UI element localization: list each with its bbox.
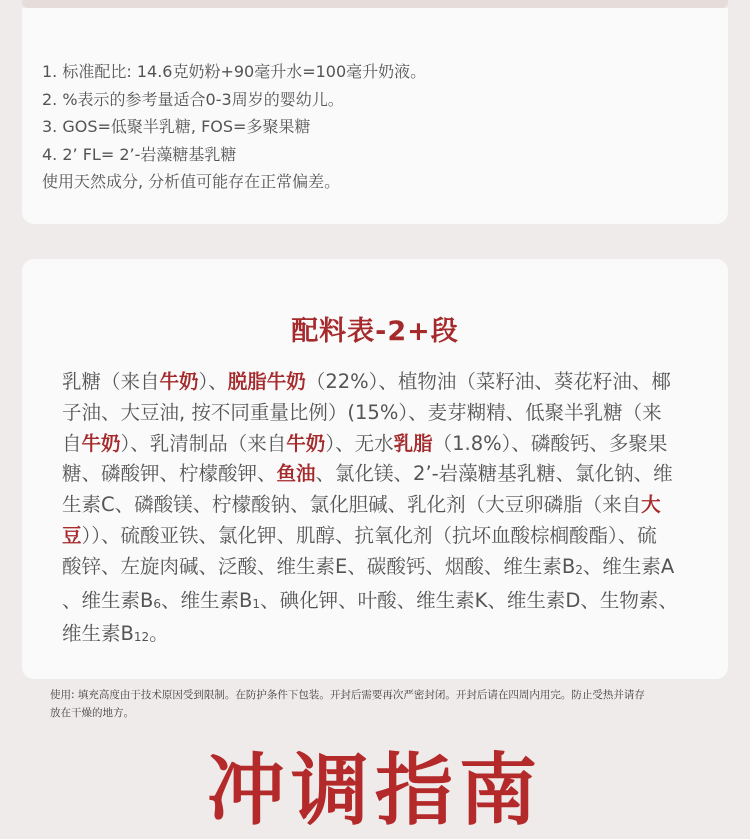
ingredients-line [62,619,712,653]
allergen-highlight: 牛奶 [159,370,199,393]
ingredient-text: ）、 [198,370,228,393]
ingredients-line [62,586,712,620]
allergen-highlight: 鱼油 [276,462,316,486]
ingredients-line [62,459,712,490]
ingredients-list [62,367,712,653]
vitamin-subscript: 12 [133,630,150,645]
previous-card-edge [22,0,728,8]
vitamin-subscript: 6 [153,596,162,611]
ingredient-text: 、碘化钾、叶酸、维生素K、维生素D、生物素、 [260,588,678,612]
ingredients-line [62,521,712,552]
allergen-highlight: 脱脂牛奶 [227,370,306,393]
ingredient-text: 、维生素B [161,588,253,612]
usage-note [50,686,710,722]
ingredient-text: 、维生素B [62,588,154,612]
usage-note-line: 放在干燥的地方。 [50,707,134,719]
ingredient-text: ）、无水 [325,431,394,455]
ingredient-text: 糖、磷酸钾、柠檬酸钾、 [62,462,277,486]
ingredient-text: 乳糖（来自 [62,370,160,393]
ingredient-text: ））、硫酸亚铁、氯化钾、肌醇、抗氧化剂（抗坏血酸棕榈酸酯）、硫 [81,523,657,547]
ingredients-title: 配料表-2+段 [291,316,459,347]
allergen-highlight: 牛奶 [81,431,121,455]
ingredient-text: 自 [62,431,82,455]
ingredient-text: ）、乳清制品（来自 [120,431,287,455]
ingredient-text: 子油、大豆油, 按不同重量比例）(15%）、麦芽糊精、低聚半乳糖（来 [62,400,662,424]
nutrition-notes-card [22,8,728,224]
ingredient-text: 生素C、磷酸镁、柠檬酸钠、氯化胆碱、乳化剂（大豆卵磷脂（来自 [62,493,642,517]
usage-note-line: 使用: 填充高度由于技术原因受到限制。在防护条件下包装。开封后需要再次严密封闭。开封后请在四周内用完。防止受热并请存 [50,689,645,701]
allergen-highlight: 大 [641,493,661,517]
ingredient-text: （1.8%）、磷酸钙、多聚果 [432,431,668,455]
allergen-highlight: 乳脂 [393,431,433,455]
preparation-guide-title: 冲调指南 [206,746,543,836]
ingredient-text: （22%）、植物油（菜籽油、葵花籽油、椰 [305,370,671,393]
vitamin-subscript: 1 [252,596,261,611]
ingredients-line [62,490,712,521]
note-line: 4. 2’ FL= 2’-岩藻糖基乳糖 [42,144,237,164]
ingredient-text: 维生素B [62,622,134,646]
allergen-highlight: 豆 [62,523,82,547]
vitamin-subscript: 2 [575,562,583,577]
ingredients-line [62,552,712,586]
allergen-highlight: 牛奶 [286,431,326,455]
ingredient-text: 。 [149,622,169,646]
note-line: 3. GOS=低聚半乳糖, FOS=多聚果糖 [42,117,311,136]
ingredients-card [22,259,728,679]
ingredient-text: 酸锌、左旋肉碱、泛酸、维生素E、碳酸钙、烟酸、维生素B [62,554,576,578]
ingredients-line [62,398,712,429]
note-line: 2. %表示的参考量适合0-3周岁的婴幼儿。 [42,89,344,109]
ingredients-line [62,429,712,460]
note-line: 使用天然成分, 分析值可能存在正常偏差。 [42,172,341,191]
note-line: 1. 标准配比: 14.6克奶粉+90毫升水=100毫升奶液。 [42,62,427,81]
ingredient-text: 、氯化镁、2’-岩藻糖基乳糖、氯化钠、维 [315,462,673,486]
ingredient-text: 、维生素A [582,554,675,578]
ingredients-line [62,367,712,398]
